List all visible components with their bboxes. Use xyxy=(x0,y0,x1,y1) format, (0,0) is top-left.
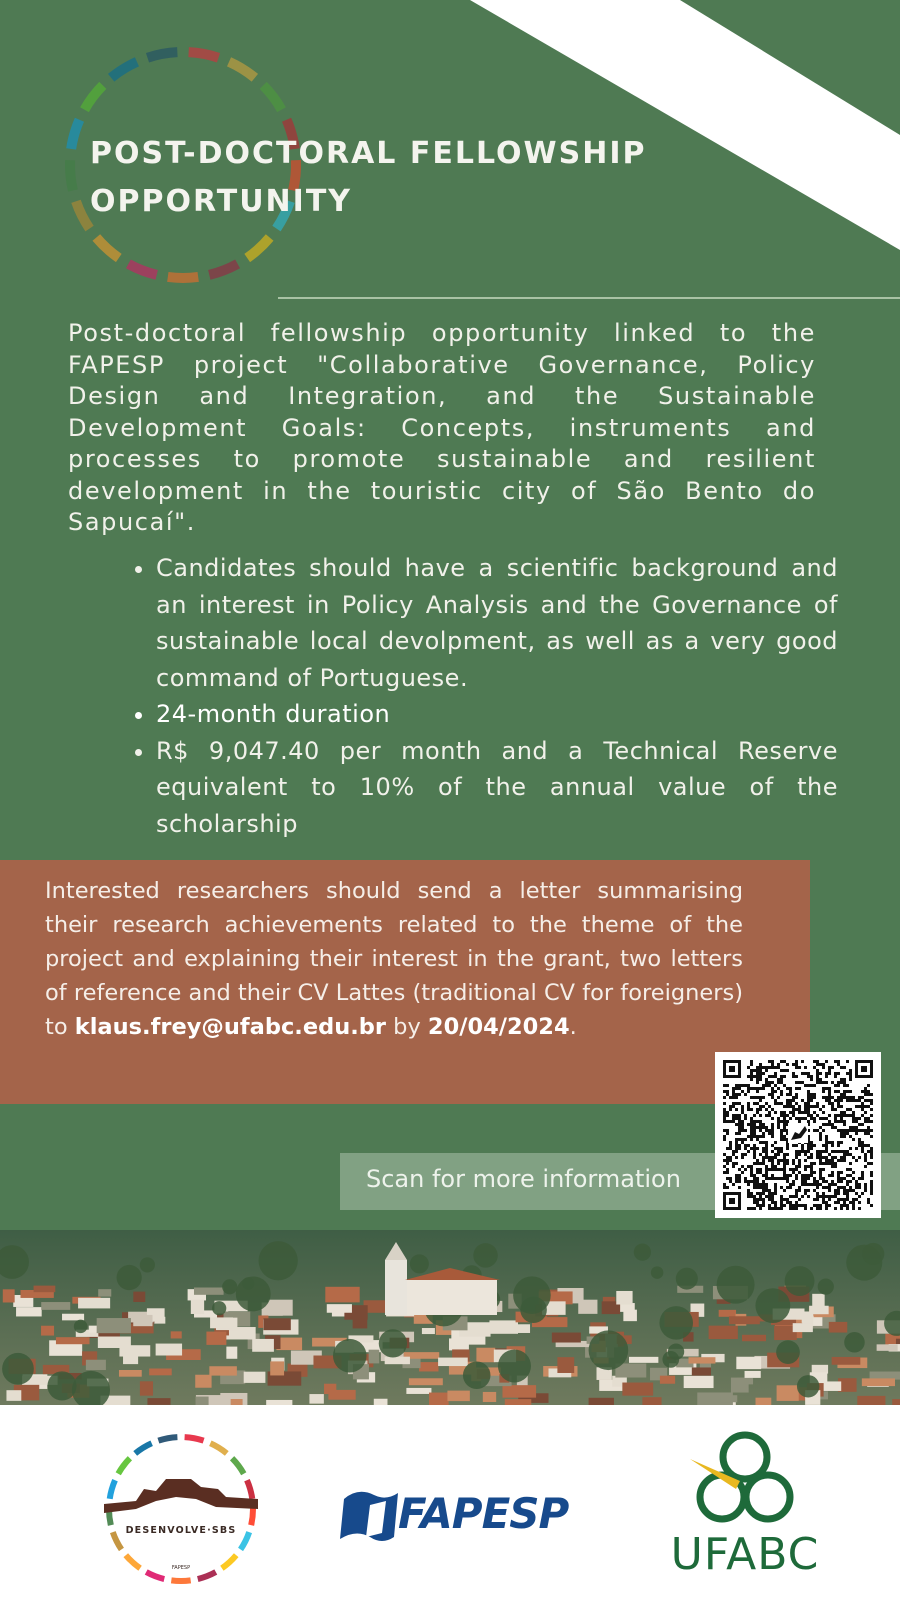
list-item: • Candidates should have a scientific background and an interest in Policy Analysis and the Governance of sustainable local devolpment, as well as a very good command of Portuguese. xyxy=(156,550,838,696)
scan-label: Scan for more information xyxy=(366,1165,681,1193)
application-body: Interested researchers should send a letter summarising their research achievements related to the theme of the project and explaining their interest in the grant, two letters of reference and their CV Lattes (traditional CV for foreigners) to xyxy=(45,878,743,1040)
ufabc-logo xyxy=(660,1429,830,1594)
qr-code-icon[interactable] xyxy=(715,1052,881,1218)
by-text: by xyxy=(393,1014,421,1040)
title-line-2: OPPORTUNITY xyxy=(90,184,353,219)
town-photo xyxy=(0,1230,900,1405)
footer-logos xyxy=(0,1405,900,1600)
fapesp-flag-icon xyxy=(340,1483,400,1547)
page-title xyxy=(90,130,710,226)
ufabc-rings-icon xyxy=(660,1429,830,1529)
requirements-list xyxy=(128,550,838,842)
ufabc-label: UFABC xyxy=(670,1529,820,1580)
title-line-1: POST-DOCTORAL FELLOWSHIP xyxy=(90,136,647,171)
contact-email[interactable]: klaus.frey@ufabc.edu.br xyxy=(74,1014,386,1040)
divider xyxy=(278,297,900,299)
list-item: • R$ 9,047.40 per month and a Technical Reserve equivalent to 10% of the annual value of the scholarship xyxy=(156,733,838,843)
fapesp-logo xyxy=(340,1483,600,1547)
application-text xyxy=(45,874,743,1044)
deadline: 20/04/2024 xyxy=(427,1014,570,1040)
period: . xyxy=(569,1014,577,1040)
desenvolve-sub-label: FAPESP xyxy=(171,1565,191,1571)
fapesp-label: FAPESP xyxy=(398,1489,569,1538)
list-item: • 24-month duration xyxy=(156,696,838,733)
intro-paragraph: Post-doctoral fellowship opportunity linked to the FAPESP project "Collaborative Governance, Policy Design and Integration, and the Sustainable Development Goals: Concepts, instruments and processes to promote sustainable and resilient development in the touristic city of São Bento do Sapucaí". xyxy=(68,319,816,536)
application-box xyxy=(0,860,810,1104)
desenvolve-label: DESENVOLVE·SBS xyxy=(125,1525,237,1536)
desenvolve-sbs-logo xyxy=(96,1429,266,1589)
